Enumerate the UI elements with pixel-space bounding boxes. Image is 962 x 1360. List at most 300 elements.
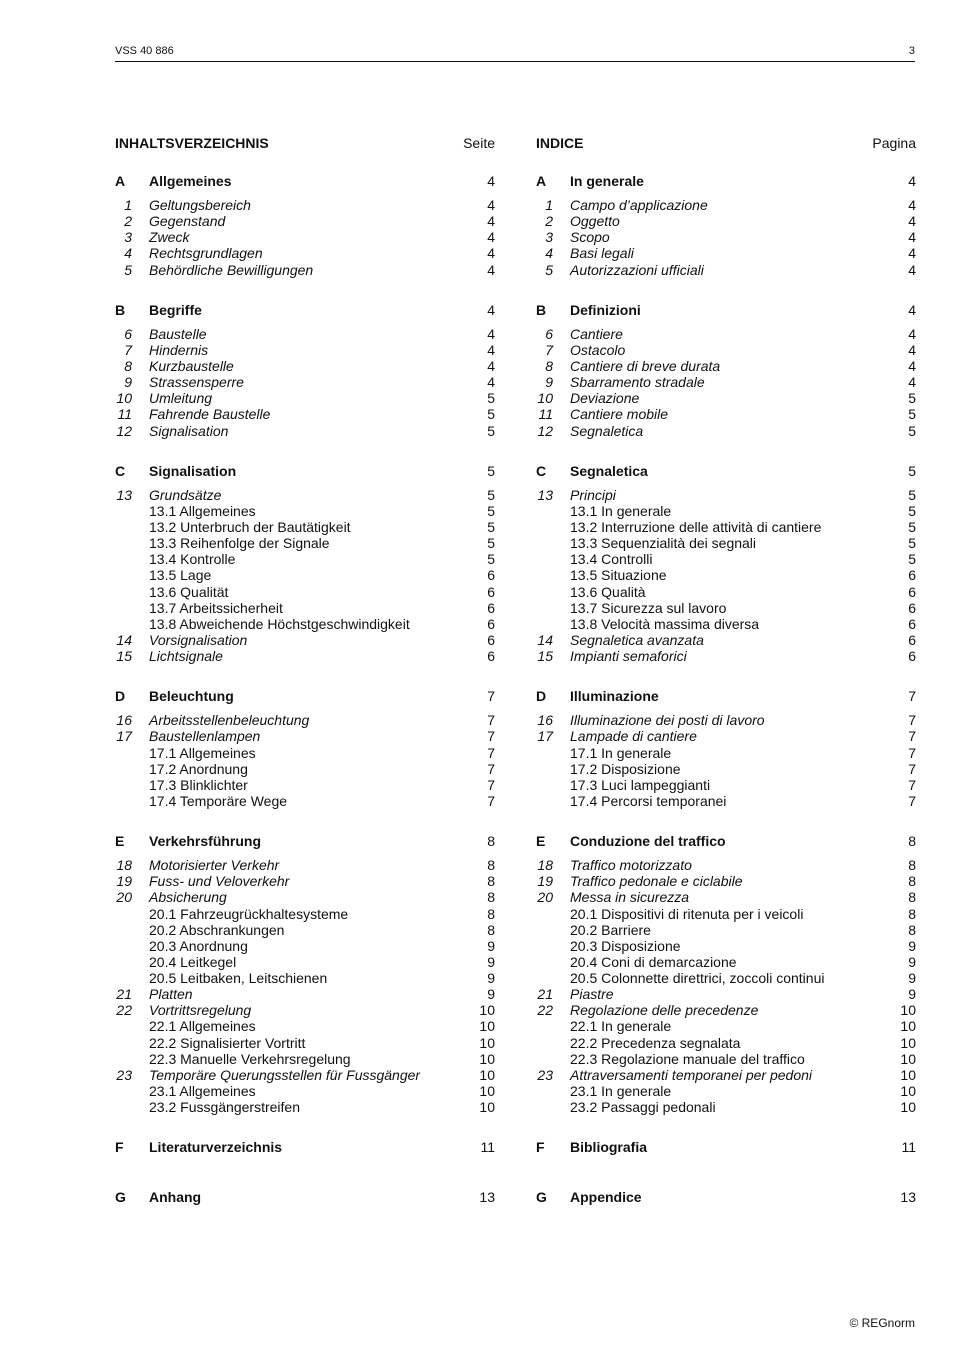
- entry-page: 6: [908, 599, 916, 616]
- entry-page: 6: [908, 567, 916, 584]
- toc-subentry: [115, 616, 495, 632]
- entry-number: 2: [545, 213, 553, 230]
- entry-page: 8: [908, 905, 916, 922]
- entry-page: 4: [487, 357, 495, 374]
- entry-number: 21: [537, 986, 553, 1003]
- entry-label: Temporäre Querungsstellen für Fussgänger: [149, 1066, 421, 1083]
- toc-section: [115, 833, 495, 1115]
- toc-subentry: [536, 954, 916, 970]
- toc-subentry: [115, 922, 495, 938]
- entry-label: Platten: [149, 986, 193, 1003]
- entry-page: 5: [487, 422, 495, 439]
- entry-page: 6: [487, 599, 495, 616]
- section-heading: [536, 1189, 916, 1209]
- entry-label: 22.3 Manuelle Verkehrsregelung: [149, 1050, 351, 1067]
- entry-label: 13.4 Kontrolle: [149, 551, 236, 568]
- entry-label: 20.4 Coni di demarcazione: [570, 953, 737, 970]
- section-page: 13: [479, 1189, 495, 1206]
- entry-label: Traffico pedonale e ciclabile: [570, 873, 743, 890]
- entry-label: 22.2 Signalisierter Vortritt: [149, 1034, 306, 1051]
- entry-number: 14: [116, 631, 132, 648]
- entry-page: 4: [908, 245, 916, 262]
- entry-number: 9: [124, 374, 132, 391]
- toc-entry: [536, 374, 916, 390]
- entry-number: 19: [116, 873, 132, 890]
- entry-page: 7: [487, 744, 495, 761]
- entry-label: Zweck: [149, 229, 190, 246]
- toc-entry: [536, 648, 916, 664]
- entry-list: [536, 326, 916, 439]
- entry-label: Hindernis: [149, 341, 209, 358]
- section-title: Signalisation: [149, 462, 237, 479]
- section-page: 11: [480, 1139, 495, 1156]
- entry-number: 22: [116, 1002, 132, 1019]
- entry-label: 20.2 Barriere: [570, 921, 651, 938]
- toc-subentry: [115, 567, 495, 583]
- entry-number: 5: [124, 261, 132, 278]
- section-letter: C: [536, 462, 547, 479]
- entry-page: 4: [908, 261, 916, 278]
- toc-subentry: [536, 519, 916, 535]
- entry-label: Geltungsbereich: [149, 197, 251, 213]
- toc-column-italian: [536, 133, 916, 1209]
- section-title: Begriffe: [149, 301, 202, 318]
- toc-entry: [115, 406, 495, 422]
- section-heading: [115, 1139, 495, 1159]
- entry-label: Signalisation: [149, 422, 229, 439]
- entry-number: 17: [537, 728, 553, 745]
- section-title: Bibliografia: [570, 1139, 648, 1156]
- toc-subentry: [115, 535, 495, 551]
- entry-page: 7: [908, 792, 916, 809]
- toc-subentry: [115, 970, 495, 986]
- entry-label: Basi legali: [570, 245, 634, 262]
- entry-page: 10: [900, 1002, 916, 1019]
- entry-list: [536, 197, 916, 278]
- entry-number: 13: [116, 486, 132, 503]
- entry-label: 13.6 Qualität: [149, 583, 229, 600]
- copyright-notice: © REGnorm: [849, 1316, 915, 1330]
- document-id: VSS 40 886: [115, 45, 174, 57]
- entry-label: 13.3 Sequenzialità dei segnali: [570, 535, 757, 552]
- entry-number: 13: [537, 486, 553, 503]
- entry-label: Sbarramento stradale: [570, 374, 705, 391]
- entry-label: Strassensperre: [149, 374, 244, 391]
- entry-page: 4: [908, 374, 916, 391]
- toc-entry: [115, 487, 495, 503]
- entry-label: 13.1 In generale: [570, 502, 672, 519]
- entry-page: 9: [487, 937, 495, 954]
- entry-list: [115, 857, 495, 1115]
- entry-number: 15: [537, 648, 553, 665]
- toc-subentry: [536, 503, 916, 519]
- entry-label: Baustelle: [149, 325, 207, 342]
- entry-number: 20: [537, 889, 553, 906]
- entry-page: 9: [908, 986, 916, 1003]
- entry-page: 4: [487, 245, 495, 262]
- section-title: Anhang: [149, 1189, 202, 1206]
- entry-page: 6: [487, 583, 495, 600]
- entry-page: 7: [908, 728, 916, 745]
- entry-page: 4: [487, 261, 495, 278]
- entry-number: 5: [545, 261, 553, 278]
- entry-number: 18: [116, 857, 132, 874]
- section-page: 8: [908, 833, 916, 850]
- entry-label: 17.4 Percorsi temporanei: [570, 792, 727, 809]
- entry-number: 11: [538, 406, 553, 423]
- section-title: Conduzione del traffico: [570, 833, 726, 850]
- entry-page: 7: [908, 776, 916, 793]
- entry-list: [115, 197, 495, 278]
- entry-label: Grundsätze: [149, 486, 222, 503]
- entry-number: 1: [545, 197, 553, 213]
- entry-label: Deviazione: [570, 390, 640, 407]
- toc-entry: [115, 423, 495, 439]
- toc-section: [536, 1189, 916, 1209]
- toc-subentry: [115, 745, 495, 761]
- section-title: Allgemeines: [149, 173, 232, 189]
- entry-page: 5: [908, 406, 916, 423]
- entry-label: Piastre: [570, 986, 614, 1003]
- entry-number: 12: [537, 422, 553, 439]
- section-heading: [536, 302, 916, 322]
- toc-section: [536, 302, 916, 439]
- entry-label: Arbeitsstellenbeleuchtung: [149, 712, 310, 729]
- entry-page: 9: [908, 937, 916, 954]
- toc-entry: [536, 712, 916, 728]
- section-heading: [536, 688, 916, 708]
- entry-label: Impianti semaforici: [570, 648, 687, 665]
- entry-number: 4: [545, 245, 553, 262]
- entry-label: Fahrende Baustelle: [149, 406, 271, 423]
- entry-page: 7: [487, 760, 495, 777]
- toc-subentry: [536, 535, 916, 551]
- toc-entry: [536, 406, 916, 422]
- section-page: 4: [908, 301, 916, 318]
- entry-list: [536, 857, 916, 1115]
- entry-page: 4: [487, 325, 495, 342]
- entry-label: Kurzbaustelle: [149, 357, 234, 374]
- entry-page: 8: [908, 873, 916, 890]
- entry-number: 23: [537, 1066, 553, 1083]
- entry-list: [115, 487, 495, 665]
- section-heading: [536, 833, 916, 853]
- toc-column-german: [115, 133, 495, 1209]
- entry-page: 6: [908, 631, 916, 648]
- toc-subentry: [536, 970, 916, 986]
- entry-page: 10: [479, 1018, 495, 1035]
- entry-page: 8: [487, 873, 495, 890]
- entry-label: Cantiere: [570, 325, 623, 342]
- section-heading: [115, 463, 495, 483]
- toc-heading: [115, 133, 495, 153]
- section-letter: A: [536, 173, 547, 189]
- entry-label: 13.7 Sicurezza sul lavoro: [570, 599, 727, 616]
- toc-entry: [536, 229, 916, 245]
- entry-label: 13.1 Allgemeines: [149, 502, 256, 519]
- section-page: 4: [908, 173, 916, 189]
- section-letter: E: [536, 833, 546, 850]
- section-heading: [115, 688, 495, 708]
- toc-subentry: [115, 906, 495, 922]
- entry-label: Autorizzazioni ufficiali: [570, 261, 704, 278]
- section-page: 7: [487, 688, 495, 705]
- entry-label: Scopo: [570, 229, 610, 246]
- toc-entry: [536, 262, 916, 278]
- toc-title: INDICE: [536, 135, 584, 151]
- section-heading: [115, 302, 495, 322]
- toc-subentry: [536, 922, 916, 938]
- page-column-label: Pagina: [872, 135, 916, 151]
- section-letter: B: [115, 301, 126, 318]
- section-letter: E: [115, 833, 125, 850]
- toc-subentry: [536, 1051, 916, 1067]
- toc-subentry: [115, 1035, 495, 1051]
- toc-section: [115, 1139, 495, 1159]
- section-letter: A: [115, 173, 126, 189]
- entry-number: 18: [537, 857, 553, 874]
- entry-label: 13.5 Situazione: [570, 567, 667, 584]
- section-heading: [536, 463, 916, 483]
- entry-label: 17.2 Disposizione: [570, 760, 681, 777]
- entry-label: 22.1 Allgemeines: [149, 1018, 256, 1035]
- entry-label: Lampade di cantiere: [570, 728, 697, 745]
- entry-page: 10: [900, 1050, 916, 1067]
- entry-number: 6: [124, 325, 132, 342]
- toc-entry: [536, 390, 916, 406]
- section-page: 13: [900, 1189, 916, 1206]
- entry-page: 5: [908, 518, 916, 535]
- entry-list: [115, 326, 495, 439]
- entry-page: 5: [487, 518, 495, 535]
- entry-label: Principi: [570, 486, 616, 503]
- entry-page: 9: [487, 986, 495, 1003]
- section-heading: [115, 1189, 495, 1209]
- entry-label: 20.2 Abschrankungen: [149, 921, 285, 938]
- entry-page: 6: [487, 567, 495, 584]
- toc-entry: [115, 857, 495, 873]
- section-page: 7: [908, 688, 916, 705]
- entry-page: 10: [479, 1083, 495, 1100]
- entry-label: 13.8 Abweichende Höchstgeschwindigkeit: [149, 615, 410, 632]
- entry-label: 20.5 Leitbaken, Leitschienen: [149, 970, 328, 987]
- toc-entry: [536, 986, 916, 1002]
- entry-page: 8: [487, 921, 495, 938]
- entry-page: 8: [908, 857, 916, 874]
- entry-label: 23.2 Fussgängerstreifen: [149, 1099, 300, 1116]
- section-page: 4: [487, 301, 495, 318]
- entry-label: Baustellenlampen: [149, 728, 261, 745]
- entry-number: 14: [537, 631, 553, 648]
- section-letter: F: [536, 1139, 545, 1156]
- toc-entry: [115, 648, 495, 664]
- entry-label: 20.5 Colonnette direttrici, zoccoli continui: [570, 970, 825, 987]
- entry-page: 7: [908, 744, 916, 761]
- entry-page: 5: [908, 390, 916, 407]
- toc-subentry: [536, 567, 916, 583]
- entry-label: Absicherung: [149, 889, 227, 906]
- toc-subentry: [115, 1018, 495, 1034]
- entry-number: 11: [117, 406, 132, 423]
- section-letter: D: [115, 688, 126, 705]
- entry-page: 4: [487, 229, 495, 246]
- entry-label: 13.4 Controlli: [570, 551, 653, 568]
- entry-label: 17.3 Blinklichter: [149, 776, 248, 793]
- entry-label: Motorisierter Verkehr: [149, 857, 280, 874]
- toc-subentry: [536, 551, 916, 567]
- section-title: In generale: [570, 173, 644, 189]
- entry-page: 10: [900, 1099, 916, 1116]
- entry-label: Regolazione delle precedenze: [570, 1002, 759, 1019]
- entry-label: Behördliche Bewilligungen: [149, 261, 314, 278]
- toc-entry: [115, 728, 495, 744]
- toc-title: INHALTSVERZEICHNIS: [115, 135, 269, 151]
- entry-page: 8: [908, 921, 916, 938]
- toc-entry: [115, 889, 495, 905]
- entry-label: 22.2 Precedenza segnalata: [570, 1034, 741, 1051]
- entry-number: 10: [537, 390, 553, 407]
- entry-number: 4: [124, 245, 132, 262]
- toc-entry: [115, 374, 495, 390]
- entry-page: 6: [487, 631, 495, 648]
- toc-subentry: [536, 616, 916, 632]
- entry-page: 5: [487, 502, 495, 519]
- entry-number: 10: [116, 390, 132, 407]
- entry-label: 13.3 Reihenfolge der Signale: [149, 535, 330, 552]
- entry-label: 20.3 Anordnung: [149, 937, 248, 954]
- entry-label: 17.4 Temporäre Wege: [149, 792, 288, 809]
- entry-number: 7: [545, 341, 553, 358]
- toc-entry: [115, 262, 495, 278]
- entry-page: 4: [908, 325, 916, 342]
- section-page: 5: [908, 462, 916, 479]
- entry-page: 9: [908, 970, 916, 987]
- toc-entry: [115, 986, 495, 1002]
- section-letter: C: [115, 462, 126, 479]
- section-title: Verkehrsführung: [149, 833, 262, 850]
- entry-page: 4: [487, 213, 495, 230]
- entry-label: Segnaletica avanzata: [570, 631, 704, 648]
- section-heading: [536, 1139, 916, 1159]
- entry-page: 5: [908, 422, 916, 439]
- toc-subentry: [536, 584, 916, 600]
- toc-subentry: [115, 1083, 495, 1099]
- entry-page: 8: [908, 889, 916, 906]
- entry-page: 4: [908, 213, 916, 230]
- entry-label: 20.1 Fahrzeugrückhaltesysteme: [149, 905, 349, 922]
- toc-entry: [536, 873, 916, 889]
- toc-entry: [536, 632, 916, 648]
- entry-number: 3: [545, 229, 553, 246]
- toc-entry: [536, 423, 916, 439]
- entry-label: 17.3 Luci lampeggianti: [570, 776, 711, 793]
- section-letter: F: [115, 1139, 124, 1156]
- entry-label: Illuminazione dei posti di lavoro: [570, 712, 765, 729]
- toc-subentry: [536, 1018, 916, 1034]
- entry-page: 8: [487, 889, 495, 906]
- entry-list: [536, 712, 916, 809]
- entry-page: 7: [908, 760, 916, 777]
- section-letter: G: [115, 1189, 126, 1206]
- entry-page: 7: [487, 776, 495, 793]
- entry-page: 4: [908, 197, 916, 213]
- toc-section: [536, 688, 916, 809]
- entry-number: 2: [124, 213, 132, 230]
- entry-page: 5: [908, 486, 916, 503]
- page-number: 3: [908, 45, 915, 57]
- section-page: 11: [901, 1139, 916, 1156]
- entry-page: 8: [487, 857, 495, 874]
- entry-page: 4: [487, 374, 495, 391]
- entry-label: Rechtsgrundlagen: [149, 245, 263, 262]
- entry-page: 7: [487, 728, 495, 745]
- section-title: Appendice: [570, 1189, 642, 1206]
- toc-entry: [536, 342, 916, 358]
- toc-subentry: [536, 600, 916, 616]
- toc-entry: [536, 245, 916, 261]
- entry-page: 10: [479, 1099, 495, 1116]
- entry-page: 10: [479, 1066, 495, 1083]
- entry-page: 5: [908, 535, 916, 552]
- toc-subentry: [536, 1099, 916, 1115]
- entry-page: 5: [487, 390, 495, 407]
- entry-label: Vorsignalisation: [149, 631, 248, 648]
- entry-page: 6: [487, 648, 495, 665]
- entry-label: 20.4 Leitkegel: [149, 953, 237, 970]
- entry-list: [536, 487, 916, 665]
- entry-number: 1: [124, 197, 132, 213]
- toc-subentry: [115, 793, 495, 809]
- entry-page: 10: [479, 1034, 495, 1051]
- entry-label: 17.1 Allgemeines: [149, 744, 256, 761]
- entry-page: 10: [479, 1002, 495, 1019]
- section-letter: B: [536, 301, 547, 318]
- section-title: Beleuchtung: [149, 688, 234, 705]
- entry-page: 7: [487, 792, 495, 809]
- entry-page: 10: [900, 1018, 916, 1035]
- entry-page: 5: [908, 551, 916, 568]
- toc-subentry: [115, 954, 495, 970]
- toc-section: [115, 302, 495, 439]
- entry-label: 23.1 In generale: [570, 1083, 672, 1100]
- section-title: Definizioni: [570, 301, 641, 318]
- toc-entry: [115, 326, 495, 342]
- entry-page: 5: [487, 406, 495, 423]
- entry-label: Umleitung: [149, 390, 213, 407]
- section-title: Illuminazione: [570, 688, 659, 705]
- entry-page: 5: [487, 551, 495, 568]
- entry-number: 7: [124, 341, 132, 358]
- section-page: 8: [487, 833, 495, 850]
- toc-subentry: [536, 906, 916, 922]
- entry-page: 6: [487, 615, 495, 632]
- toc-entry: [115, 342, 495, 358]
- entry-page: 9: [487, 953, 495, 970]
- entry-label: Ostacolo: [570, 341, 626, 358]
- entry-label: Lichtsignale: [149, 648, 223, 665]
- entry-page: 4: [908, 357, 916, 374]
- toc-subentry: [536, 777, 916, 793]
- section-heading: [115, 173, 495, 193]
- toc-entry: [115, 213, 495, 229]
- entry-page: 4: [487, 341, 495, 358]
- toc-entry: [536, 857, 916, 873]
- entry-label: 13.2 Unterbruch der Bautätigkeit: [149, 518, 351, 535]
- toc-section: [536, 173, 916, 278]
- toc-entry: [536, 358, 916, 374]
- section-page: 5: [487, 462, 495, 479]
- entry-page: 8: [487, 905, 495, 922]
